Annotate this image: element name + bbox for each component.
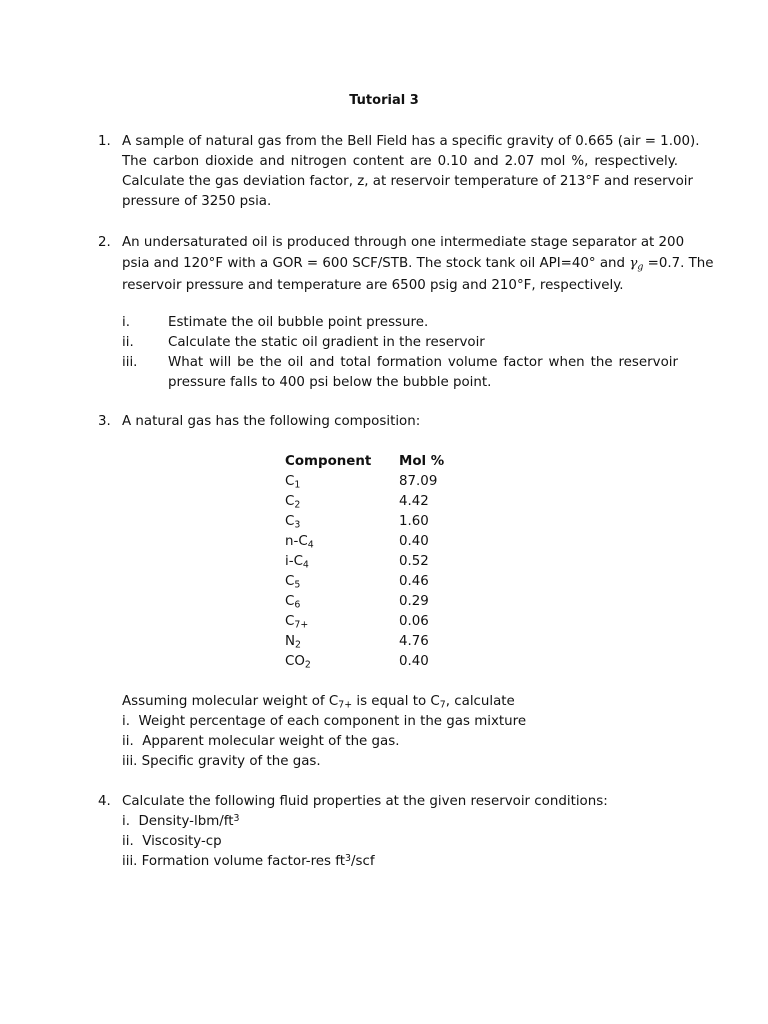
assumption-line <box>122 692 678 712</box>
component-symbol: C <box>298 534 308 549</box>
question-4-intro: Calculate the following fluid properties at the given reservoir conditions: <box>122 794 608 809</box>
component-subscript: 2 <box>295 639 301 651</box>
list-item: ii. Viscosity-cp <box>122 834 222 849</box>
list-item-text: Estimate the oil bubble point pressure. <box>168 315 429 330</box>
assumption-sub-1: 7+ <box>338 699 353 711</box>
mol-cell: 0.29 <box>399 594 429 609</box>
question-number: 1. <box>98 134 111 149</box>
question-3-intro: A natural gas has the following composition: <box>122 414 421 429</box>
component-cell <box>285 632 399 652</box>
component-subscript: 4 <box>307 539 314 551</box>
assumption-sub-2: 7 <box>439 699 446 711</box>
question-2-line-3: reservoir pressure and temperature are 6500 psig and 210°F, respectively. <box>122 278 624 293</box>
list-item-text: What will be the oil and total formation volume factor when the reservoir pressure falls to 400 psi below the bubble point. <box>168 355 678 390</box>
component-cell <box>285 612 399 632</box>
component-symbol: C <box>293 554 303 569</box>
component-subscript: 5 <box>294 579 301 591</box>
list-item <box>122 353 678 393</box>
page-title: Tutorial 3 <box>349 93 419 108</box>
table-row <box>285 552 459 572</box>
question-1-line-4: pressure of 3250 psia. <box>122 194 272 209</box>
component-symbol: C <box>285 574 295 589</box>
mol-cell: 0.06 <box>399 614 429 629</box>
component-symbol: C <box>285 474 295 489</box>
mol-cell: 0.40 <box>399 534 429 549</box>
component-cell <box>285 532 399 552</box>
list-item-text: iii. Formation volume factor-res ft <box>122 854 345 869</box>
list-item-text: Calculate the static oil gradient in the reservoir <box>168 335 485 350</box>
component-cell <box>285 592 399 612</box>
table-row <box>285 652 459 672</box>
component-subscript: 6 <box>294 599 301 611</box>
mol-cell: 0.40 <box>399 654 429 669</box>
question-3 <box>98 412 678 432</box>
list-item: i. Weight percentage of each component in the gas mixture <box>122 714 527 729</box>
list-item <box>122 812 678 832</box>
list-item: iii. Specific gravity of the gas. <box>122 754 321 769</box>
mol-cell: 4.42 <box>399 494 429 509</box>
component-subscript: 2 <box>304 659 311 671</box>
question-1 <box>98 132 700 212</box>
component-symbol: C <box>285 614 295 629</box>
question-number: 4. <box>98 794 111 809</box>
gamma-subscript: g <box>637 261 644 273</box>
list-item-text-end: /scf <box>350 854 375 869</box>
component-subscript: 7+ <box>294 619 309 631</box>
question-2-line-2 <box>122 253 714 275</box>
question-2-line-2-end: =0.7. The <box>643 256 714 271</box>
component-prefix: i- <box>285 554 294 569</box>
component-subscript: 3 <box>294 519 301 531</box>
gamma-symbol: γ <box>629 256 638 271</box>
question-2-sublist <box>122 313 678 393</box>
assumption-text-c: , calculate <box>445 694 515 709</box>
superscript: 3 <box>345 852 351 864</box>
table-row <box>285 492 459 512</box>
assumption-text-b: is equal to C <box>352 694 440 709</box>
list-item: ii. Apparent molecular weight of the gas. <box>122 734 400 749</box>
question-2-line-1: An undersaturated oil is produced through one intermediate stage separator at 200 <box>122 235 685 250</box>
component-symbol: C <box>285 594 295 609</box>
mol-cell: 0.52 <box>399 554 429 569</box>
list-item-text: i. Density-lbm/ft <box>122 814 234 829</box>
component-cell <box>285 492 399 512</box>
column-header-mol: Mol % <box>399 454 445 469</box>
component-prefix: n- <box>285 534 299 549</box>
assumption-text-a: Assuming molecular weight of C <box>122 694 339 709</box>
table-row <box>285 512 459 532</box>
component-cell <box>285 652 399 672</box>
superscript: 3 <box>233 812 240 824</box>
table-row <box>285 572 459 592</box>
component-cell <box>285 552 399 572</box>
component-subscript: 4 <box>302 559 309 571</box>
table-header-row <box>285 452 459 472</box>
list-item <box>122 333 678 353</box>
table-row <box>285 532 459 552</box>
component-symbol: CO <box>285 654 305 669</box>
mol-cell: 87.09 <box>399 474 438 489</box>
list-marker: iii. <box>122 355 138 370</box>
component-symbol: N <box>285 634 296 649</box>
component-symbol: C <box>285 494 295 509</box>
component-cell <box>285 572 399 592</box>
mol-cell: 4.76 <box>399 634 429 649</box>
component-subscript: 1 <box>294 479 301 491</box>
list-item <box>122 313 678 333</box>
column-header-component: Component <box>285 454 372 469</box>
component-cell <box>285 472 399 492</box>
question-4-list <box>122 812 678 872</box>
list-marker: i. <box>122 315 130 330</box>
list-marker: ii. <box>122 335 134 350</box>
mol-cell: 0.46 <box>399 574 429 589</box>
mol-cell: 1.60 <box>399 514 429 529</box>
question-2 <box>98 233 714 296</box>
question-2-line-2-text: psia and 120°F with a GOR = 600 SCF/STB. The stock tank oil API=40° and <box>122 256 630 271</box>
component-cell <box>285 512 399 532</box>
question-1-line-3: Calculate the gas deviation factor, z, at reservoir temperature of 213°F and reservoir <box>122 174 693 189</box>
question-number: 2. <box>98 235 111 250</box>
question-3-tasks <box>122 692 678 772</box>
list-item <box>122 852 678 872</box>
question-4 <box>98 792 678 812</box>
table-row <box>285 632 459 652</box>
component-symbol: C <box>285 514 295 529</box>
question-1-line-1: A sample of natural gas from the Bell Field has a specific gravity of 0.665 (air = 1.00). <box>122 134 700 149</box>
table-row <box>285 472 459 492</box>
question-number: 3. <box>98 414 111 429</box>
component-subscript: 2 <box>294 499 301 511</box>
composition-table <box>285 452 459 672</box>
table-row <box>285 612 459 632</box>
question-1-line-2: The carbon dioxide and nitrogen content are 0.10 and 2.07 mol %, respectively. <box>122 154 678 169</box>
table-row <box>285 592 459 612</box>
